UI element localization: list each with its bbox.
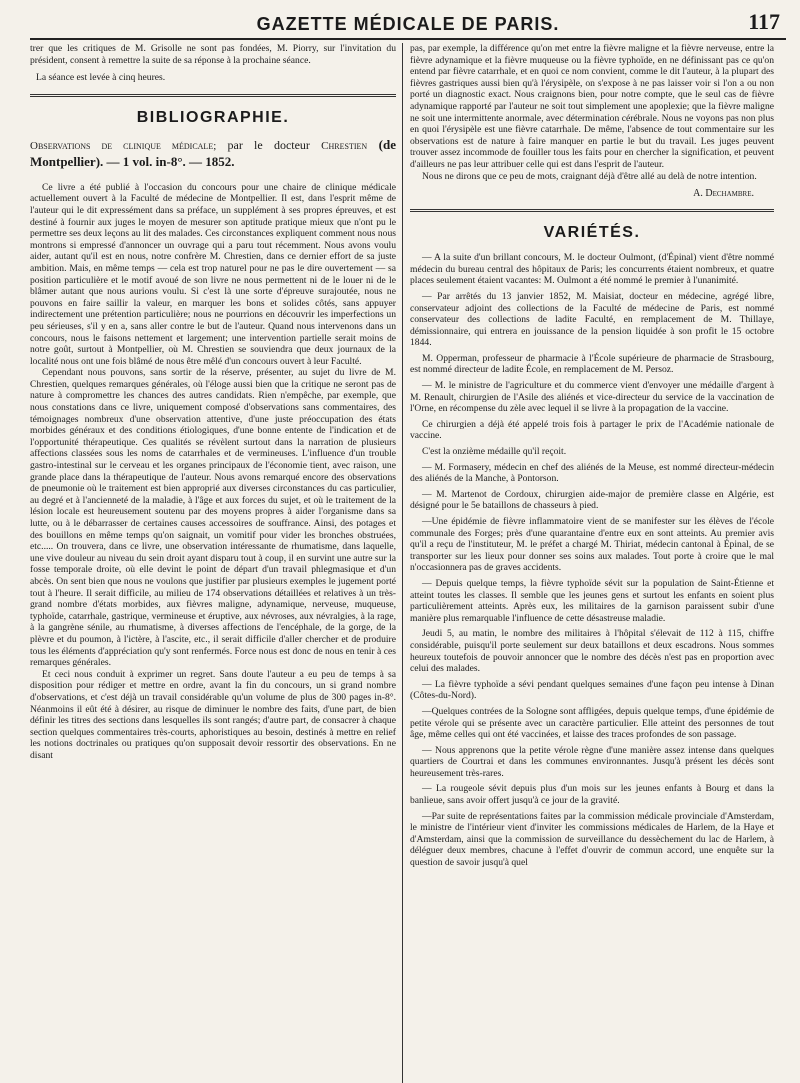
page-number: 117 <box>748 9 780 34</box>
author-signature: A. Dechambre. <box>693 188 754 200</box>
news-item: — M. Martenot de Cordoux, chirurgien aide-major de première classe en Algérie, est désigné pour le 5e bataillons de chasseurs à pied. <box>410 488 774 512</box>
news-item: — La rougeole sévit depuis plus d'un mois sur les jeunes enfants à Bourg et dans la banlieue, sans avoir offert jusqu'à ce jour de la gravité. <box>410 783 774 807</box>
news-item: — La fièvre typhoïde a sévi pendant quelques semaines d'une façon peu intense à Dinan (Côtes-du-Nord). <box>410 678 774 702</box>
news-item: —Quelques contrées de la Sologne sont affligées, depuis quelque temps, d'une épidémie de petite vérole qui se présente avec un caractère particulier. Elle atteint des personnes de tout âge, même celles qui ont été vaccinées, et laisse des traces profondes de son passage. <box>410 705 774 741</box>
book-details: (de Montpellier). — 1 vol. in-8°. — 1852. <box>30 136 396 169</box>
news-item: — Nous apprenons que la petite vérole règne d'une manière assez intense dans quelques quartiers de Courtrai et dans les communes environnantes. Jusqu'à présent les décès sont heureusement très-rares. <box>410 744 774 779</box>
section-divider <box>30 94 396 97</box>
news-item: — M. Formasery, médecin en chef des aliénés de la Meuse, est nommé directeur-médecin des aliénés de la Manche, à Pontorson. <box>410 461 774 485</box>
varietes-heading: VARIÉTÉS. <box>543 224 641 242</box>
continuation-paragraph: trer que les critiques de M. Grisolle ne sont pas fondées, M. Piorry, sur l'invitation du président, consent à remettre la suite de sa réponse à la prochaine séance. <box>30 43 396 66</box>
news-item: Jeudi 5, au matin, le nombre des militaires à l'hôpital s'élevait de 112 à 115, chiffre considérable, puisqu'il porte seulement sur deux bataillons et deux escadrons. Nous sommes heureux toutefois de pouvoir annoncer que le nombre des décès n'est pas en proportion avec celui des malades. <box>410 628 774 675</box>
session-closing: La séance est levée à cinq heures. <box>36 72 166 84</box>
book-title-main: Observations de clinique médicale; <box>30 139 217 152</box>
news-item: —Une épidémie de fièvre inflammatoire vient de se manifester sur les élèves de l'école communale des Forges; près d'une quarantaine d'entre eux en sont atteints. Au premier avis qu'il a reçu de l'instituteur, M. le préfet a chargé M. Thiriat, médecin cantonal à Épinal, de se transporter sur les lieux pour donner ses soins aux malades. Tout porte à croire que le mal n'occasionnera pas de graves accidents. <box>410 516 774 574</box>
news-item: — Depuis quelque temps, la fièvre typhoïde sévit sur la population de Saint-Étienne et atteint toutes les classes. Il semble que les jeunes gens et surtout les enfants en soient plus particulièrement atteints. Après eux, les militaires de la garnison paraissent subir d'une manière plus remarquable l'influence de cette désastreuse maladie. <box>410 577 774 624</box>
review-paragraph: pas, par exemple, la différence qu'on met entre la fièvre maligne et la fièvre nerveuse, entre la fièvre adynamique et la fièvre muqueuse ou la fièvre typhoïde, en ne définissant pas ce qu'on entend par fièvre catarrhale, et en quoi ce nom convient, comme le dit l'auteur, à la plupart des fièvres gastriques aussi bien qu'à l'érysipèle, on s'expose à ne pas laisser voir si l'on a ou non porté un diagnostic exact. Nous craignons bien, pour notre compte, que le seul cas de fièvre adynamique rapporté par l'auteur ne soit tout simplement une apoplexie; que la fièvre maligne ne soit une intermittente anormale, avec détermination cérébrale. Nous ne voyons pas non plus en quoi l'érysipèle est une fièvre catarrhale. De même, l'absence de tout commentaire sur les observations est de nature à faire manquer en partie le but du travail. Les juges peuvent trouver assez incommode de fouiller tous les faits pour en chercher la signification, et peuvent d'ailleurs ne pas leur attribuer celle qui est dans l'esprit de l'auteur. <box>410 43 774 170</box>
left-column <box>30 43 402 1083</box>
review-paragraph: Et ceci nous conduit à exprimer un regret. Sans doute l'auteur a eu peu de temps à sa disposition pour rédiger et mettre en ordre, avant la fin du concours, un si grand nombre d'observations, et c'est déjà un travail considérable qu'un volume de plus de 300 pages in-8°. Néanmoins il eût été à désirer, au risque de diminuer le nombre des faits, d'une part, de bien définir les titres des sections dans lesquelles ils sont rangés; d'autre part, de consacrer à chaque section quelques commentaires très-courts, aphoristiques au besoin, destinés à mettre en relief les notions doctrinales ou pratiques qu'on supposait devoir ressortir des observations. En ne disant <box>30 668 396 761</box>
bibliography-heading: BIBLIOGRAPHIE. <box>136 108 290 126</box>
news-item: —Par suite de représentations faites par la commission médicale provinciale d'Amsterdam, le ministre de l'intérieur vient d'inviter les commissions médicales de Harlem, de la Haye et d'Amsterdam, ainsi que la commission de surveillance du dessèchement du lac de Harlem, à déléguer deux membres, chacune à l'effet d'ouvrir de commun accord, une enquête sur la question de savoir jusqu'à quel <box>410 810 774 869</box>
news-item: M. Opperman, professeur de pharmacie à l'École supérieure de pharmacie de Strasbourg, est nommé directeur de ladite École, en remplacement de M. Persoz. <box>410 352 774 376</box>
review-paragraph: Ce livre a été publié à l'occasion du concours pour une chaire de clinique médicale actuellement ouvert à la Faculté de médecine de Montpellier. Il est, dans l'esprit même de l'auteur qui le dit expressément dans sa préface, un supplément à ses propres épreuves, et est destiné à fournir aux juges le moyen de mesurer son aptitude pratique mieux que n'ont pu le permettre ses deux leçons au lit des malades. Ces circonstances expliquent comment nous nous montrons si empressé d'annoncer un ouvrage qui a paru tout récemment. Nous avons voulu aider, autant qu'il est en nous, notre confrère M. Chrestien, dans ce dernier effort de sa juste ambition. Mais, en même temps — cela est trop naturel pour ne pas le dire ouvertement — sa position particulière et le motif avoué de son livre ne nous permettent ni de le louer ni de le blâmer autant que nous aurions voulu. Si c'est là une sorte d'épreuve surajoutée, nous ne pouvons en faire saillir la valeur, en marquer les bons et solides côtés, sans appuyer indirectement une prétention particulière; nous ne pourrions en découvrir les imperfections un peu sérieuses, s'il y en a, sans aller contre le but de l'auteur. Quand nous intervenons dans un concours, nous le faisons nettement et largement; une intervention partielle serait moins de notre goût, surtout à Montpellier, où M. Chrestien se souviendra que deux journaux de la localité nous ont une fois blâmé de nous être mêlé d'un concours ouvert à leur Faculté. <box>30 181 396 367</box>
news-item: — A la suite d'un brillant concours, M. le docteur Oulmont, (d'Épinal) vient d'être nommé médecin du bureau central des hôpitaux de Paris; les concurrents étaient nombreux, et quatre places seulement étaient vacantes: M. Oulmont a été nommé le premier à l'unanimité. <box>410 252 774 287</box>
news-item: Ce chirurgien a déjà été appelé trois fois à partager le prix de l'Académie nationale de vaccine. <box>410 418 774 442</box>
review-paragraph: Nous ne dirons que ce peu de mots, craignant déjà d'être allé au delà de notre intention. <box>422 170 757 182</box>
news-item: — M. le ministre de l'agriculture et du commerce vient d'envoyer une médaille d'argent à M. Renault, chirurgien de l'Asile des aliénés et vice-directeur du service de la vaccination de l'Orne, en récompense du zèle avec lequel il se livre à la propagation de la vaccine. <box>410 380 774 415</box>
columns <box>30 43 786 1083</box>
book-title <box>30 137 396 170</box>
news-item: — Par arrêtés du 13 janvier 1852, M. Maisiat, docteur en médecine, agrégé libre, conservateur adjoint des collections de la Faculté de médecine de Paris, est nommé conservateur des collections de ladite Faculté, en remplacement de M. Thillaye, démissionnaire, qui entrera en jouissance de la pension liquidée à son profit le 15 octobre 1844. <box>410 290 774 349</box>
review-paragraph: Cependant nous pouvons, sans sortir de la réserve, présenter, au sujet du livre de M. Chrestien, quelques remarques générales, où l'éloge aussi bien que la critique ne seront pas de nature à compromettre les chances des autres candidats. Rien n'empêche, par exemple, que nous constations dans ce livre, uniquement composé d'observations sans commentaires, des témoignages nombreux d'une observation attentive, d'une juste préoccupation des états morbides généraux et des conditions étiologiques, d'une bonne entente de l'indication et de l'opportunité thérapeutique. Ces qualités se révèlent surtout dans la narration de plusieurs affections classées sous les noms de catarrhales et de vermineuses. L'influence d'un trouble gastro-intestinal sur le cerveau et les organes principaux de l'économie tient, avec raison, une grande place dans la thérapeutique de l'auteur. Nous avons remarqué encore des observations de pneumonie où le traitement est bien approprié aux diverses circonstances du cas particulier, au degré et à l'ancienneté de la maladie, à l'âge et aux forces du sujet, et où le traitement de la lésion locale est heureusement soutenu par des moyens propres à aider l'organisme dans sa lutte, ou à le débarrasser de certaines causes accessoires de souffrance. Ainsi, des potages et des bouillons en même temps qu'on saignait, un vomitif pour vider les bronches obstruées, etc..... On trouvera, dans ce livre, une observation intéressante de rhumatisme, dans laquelle, une vive douleur au niveau du sein droit ayant disparu tout à coup, il en survint une autre sur la fosse temporale droite, où elle devint le point de départ d'un travail phlegmasique et d'un abcès. On sent bien que nous ne voulons que justifier par plusieurs exemples le jugement porté tout à l'heure. Il serait difficile, au milieu de 174 observations détaillées et relatives à un très-grand nombre d'états morbides, aux fièvres maligne, adynamique, nerveuse, muqueuse, typhoïde, catarrhale, gastrique, vermineuse et éruptive, aux névroses, aux névralgies, à la rage, à la gangrène sénile, au rhumatisme, à diverses affections de l'encéphale, de la gorge, de la plèvre et du poumon, à l'ictère, à l'ascite, etc., il serait difficile d'aller chercher et de produire tous les éléments d'appréciation qu'y sont renfermés. Force nous est donc de nous en tenir à ces remarques générales. <box>30 367 396 669</box>
journal-title: GAZETTE MÉDICALE DE PARIS. <box>256 14 560 34</box>
right-column <box>402 43 774 1083</box>
book-title-by: par le docteur <box>216 137 322 152</box>
page-header <box>30 0 786 40</box>
section-divider <box>410 209 774 212</box>
news-item: C'est la onzième médaille qu'il reçoit. <box>422 446 567 458</box>
book-author: Chrestien <box>321 139 368 152</box>
